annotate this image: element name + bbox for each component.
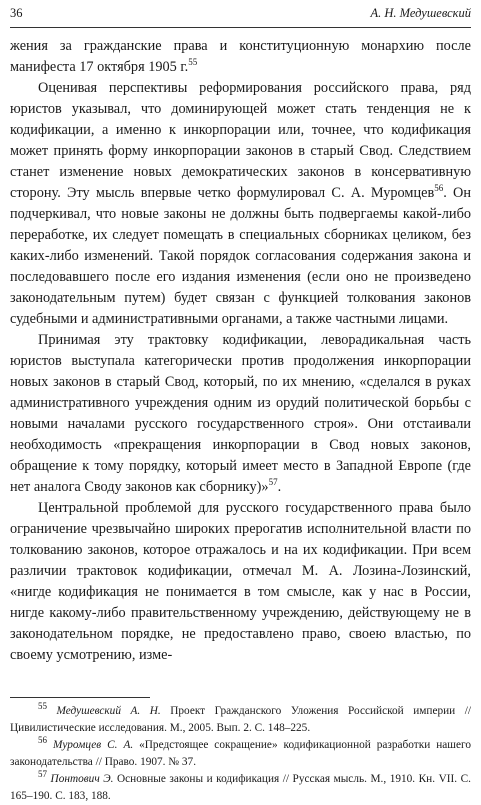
footnotes [10, 703, 471, 805]
footnote-55: $^{55}$ Медушевский А. Н. Проект Гражданского Уложения Российской империи // Цивилистические исследования. М., 2005. Вып. 2. С. 148–225. [10, 701, 471, 734]
paragraph-2: Оценивая перспективы реформирования российского права, ряд юристов указывал, что доминирующей может стать тенденция не к кодификации, а именно к инкорпорации или, точнее, что кодификация может принять форму инкорпорации законов в старый Свод. Следствием станет изменение новых демократических законов в консервативную сторону. Эту мысль впервые четко формулировал С. А. Муромцев$^{56}$. Он подчеркивал, что новые законы не должны быть подвергаемы какой-либо переработке, их следует помещать в специальных сборниках целиком, без каких-либо изменений. Такой порядок согласования содержания закона и последовавшего после его издания изменения (если оно не произведено законодательным путем) будет связан с функцией толкования законов судебными и административными органами, а также частными лицами. [10, 80, 472, 327]
paragraph-4: Центральной проблемой для русского государственного права было ограничение чрезвычайно широких прерогатив исполнительной власти по толкованию законов, которое отражалось и на их кодификации. При всем различии трактовок кодификации, отмечал М. А. Лозина-Лозинский, «нигде кодификация не понимается в том смысле, как у нас в России, нигде какому-либо правительственному учреждению, действующему не в законодательном порядке, не предоставлено право, своею властью, по своему усмотрению, изме- [10, 500, 471, 663]
running-header [10, 6, 471, 26]
header-divider [10, 27, 471, 28]
running-author: А. Н. Медушевский [370, 6, 471, 20]
footnote-divider [10, 697, 150, 698]
footnote-ref-57: 57 [268, 477, 278, 488]
main-text [10, 36, 471, 666]
footnote-57: $^{57}$ Понтович Э. Основные законы и кодификация // Русская мысль. М., 1910. Кн. VII. С. 165–190. С. 183, 188. [10, 769, 471, 802]
paragraph-1: жения за гражданские права и конституционную монархию после манифеста 17 октября 1905 г.$^{55}$ [10, 38, 471, 75]
footnote-ref-55: 55 [188, 57, 198, 68]
paragraph-3: Принимая эту трактовку кодификации, леворадикальная часть юристов выступала категорически против продолжения инкорпорации новых законов в старый Свод, который, по их мнению, «сделался в руках административного учреждения одним из орудий политической борьбы с новыми началами русского государственного строя». Они отстаивали необходимость «прекращения инкорпорации в Свод новых законов, обращение к тому порядку, который имеет место в Западной Европе (где нет аналога Своду законов как сборнику)»$^{57}$. [10, 332, 471, 495]
footnote-ref-56: 56 [434, 183, 444, 194]
footnote-56: $^{56}$ Муромцев С. А. «Предстоящее сокращение» кодификационной разработки нашего законодательства // Право. 1907. № 37. [10, 735, 471, 768]
page-number: 36 [10, 6, 23, 20]
